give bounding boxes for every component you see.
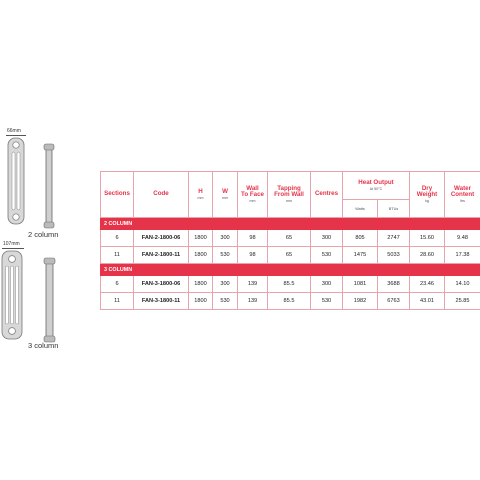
cell-watts: 1081 — [343, 276, 378, 293]
cell-code: FAN-2-1800-06 — [134, 230, 189, 247]
cell-btus: 6763 — [378, 293, 410, 310]
two-column-caption: 2 column — [28, 230, 59, 239]
cell-water-content: 25.85 — [445, 293, 480, 310]
cell-water-content: 17.38 — [445, 247, 480, 264]
table-row — [101, 293, 480, 310]
cell-sections: 6 — [101, 230, 134, 247]
header-sections: Sections — [101, 172, 134, 218]
header-dry-weight: Dry Weight kg — [410, 172, 445, 218]
cell-sections: 6 — [101, 276, 134, 293]
cell-dry-weight: 23.46 — [410, 276, 445, 293]
cell-tapping: 85.5 — [268, 276, 311, 293]
three-column-radiator-drawing — [0, 240, 80, 355]
cell-h: 1800 — [189, 293, 213, 310]
cell-watts: 805 — [343, 230, 378, 247]
two-column-figure — [0, 126, 80, 241]
cell-dry-weight: 43.01 — [410, 293, 445, 310]
cell-sections: 11 — [101, 293, 134, 310]
cell-h: 1800 — [189, 247, 213, 264]
cell-wall-to-face: 139 — [238, 276, 268, 293]
cell-tapping: 65 — [268, 230, 311, 247]
cell-h: 1800 — [189, 230, 213, 247]
cell-tapping: 85.5 — [268, 293, 311, 310]
cell-code: FAN-3-1800-11 — [134, 293, 189, 310]
header-btus: BTUs — [378, 200, 410, 218]
cell-water-content: 14.10 — [445, 276, 480, 293]
three-column-dimension-label: 107mm — [3, 241, 20, 247]
specification-table — [100, 171, 480, 310]
cell-w: 300 — [213, 230, 238, 247]
cell-btus: 3688 — [378, 276, 410, 293]
table-row — [101, 230, 480, 247]
two-column-radiator-drawing — [0, 126, 80, 241]
cell-h: 1800 — [189, 276, 213, 293]
two-column-front-view — [8, 138, 24, 224]
cell-dry-weight: 28.60 — [410, 247, 445, 264]
cell-btus: 2747 — [378, 230, 410, 247]
cell-centres: 530 — [311, 293, 343, 310]
cell-centres: 300 — [311, 276, 343, 293]
cell-code: FAN-2-1800-11 — [134, 247, 189, 264]
cell-centres: 530 — [311, 247, 343, 264]
cell-water-content: 9.48 — [445, 230, 480, 247]
cell-watts: 1475 — [343, 247, 378, 264]
three-column-caption: 3 column — [28, 341, 59, 350]
cell-w: 530 — [213, 247, 238, 264]
header-wall-to-face: Wall To Face mm — [238, 172, 268, 218]
group-row-3-column — [101, 264, 480, 276]
header-h: H mm — [189, 172, 213, 218]
table-row — [101, 247, 480, 264]
two-column-side-view — [44, 144, 54, 228]
header-water-content: Water Content ltrs — [445, 172, 480, 218]
header-centres: Centres — [311, 172, 343, 218]
header-tapping-from-wall: Tapping From Wall mm — [268, 172, 311, 218]
header-code: Code — [134, 172, 189, 218]
cell-watts: 1982 — [343, 293, 378, 310]
header-watts: Watts — [343, 200, 378, 218]
cell-btus: 5033 — [378, 247, 410, 264]
cell-w: 300 — [213, 276, 238, 293]
cell-wall-to-face: 98 — [238, 247, 268, 264]
header-w: W mm — [213, 172, 238, 218]
table-row — [101, 276, 480, 293]
two-column-dimension-label: 66mm — [7, 128, 21, 134]
cell-wall-to-face: 98 — [238, 230, 268, 247]
cell-sections: 11 — [101, 247, 134, 264]
cell-dry-weight: 15.60 — [410, 230, 445, 247]
cell-code: FAN-3-1800-06 — [134, 276, 189, 293]
three-column-side-view — [44, 258, 55, 342]
group-row-2-column — [101, 218, 480, 230]
cell-wall-to-face: 139 — [238, 293, 268, 310]
three-column-figure — [0, 240, 80, 355]
cell-w: 530 — [213, 293, 238, 310]
group-title: 2 COLUMN — [101, 218, 480, 230]
three-column-front-view — [2, 251, 22, 339]
cell-tapping: 65 — [268, 247, 311, 264]
cell-centres: 300 — [311, 230, 343, 247]
group-title: 3 COLUMN — [101, 264, 480, 276]
header-heat-output: Heat Output Δt 50°C — [343, 172, 410, 200]
